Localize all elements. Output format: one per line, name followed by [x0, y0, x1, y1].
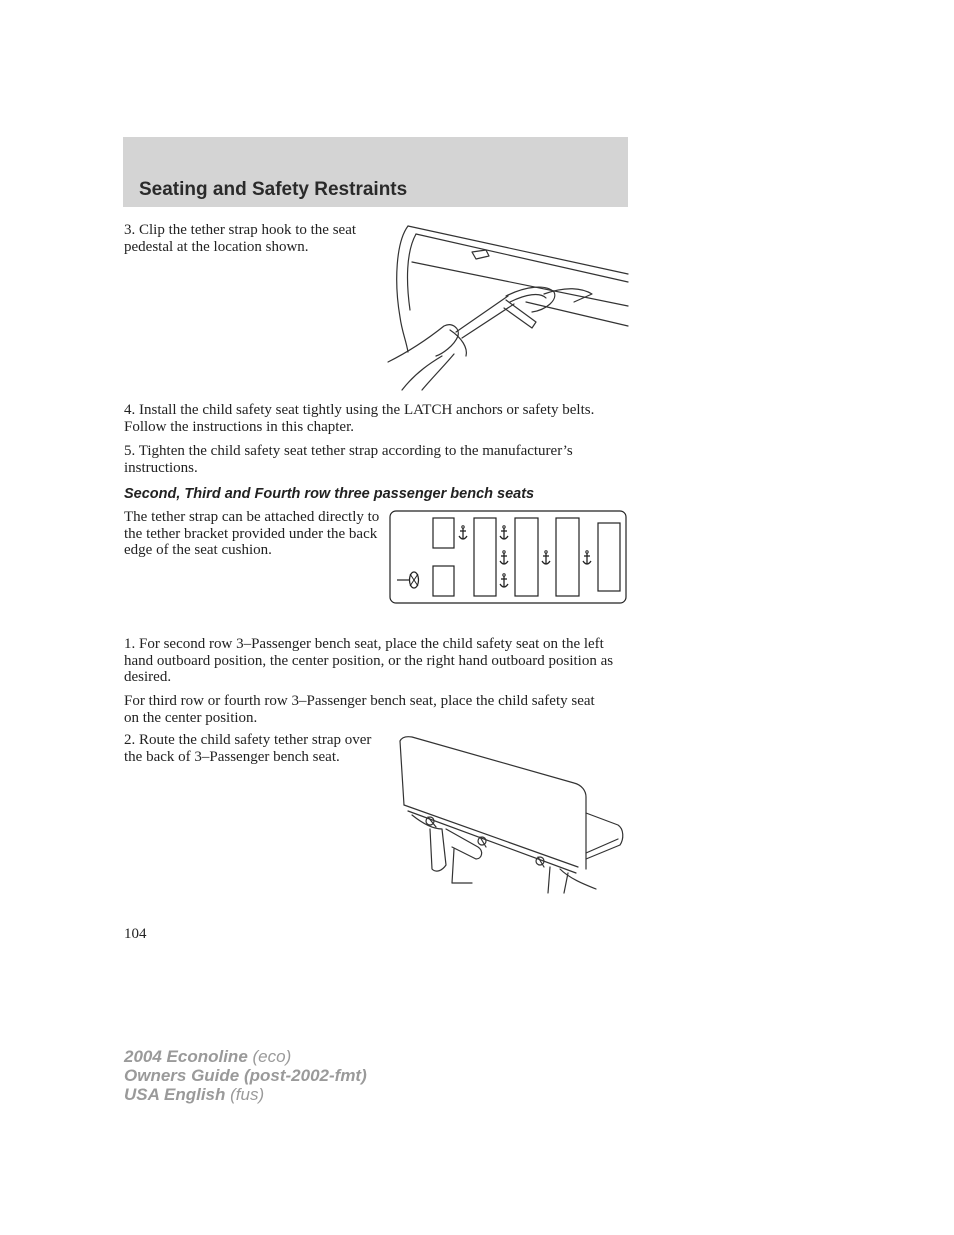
anchor-icon [459, 526, 467, 539]
steering-wheel-icon [397, 572, 419, 588]
subheading: Second, Third and Fourth row three passenger bench seats [124, 486, 535, 502]
vehicle-outline [390, 511, 626, 603]
footer-model-line [124, 1047, 367, 1066]
tether-hook-illustration [386, 222, 630, 392]
tether-note-text: The tether strap can be attached directly to the tether bracket provided under the back edge of the seat cushion. [124, 509, 380, 558]
anchor-icon [542, 551, 550, 564]
footer-model-code: (eco) [252, 1047, 292, 1066]
footer-guide-line: Owners Guide (post-2002-fmt) [124, 1066, 367, 1085]
footer-language: USA English [124, 1085, 226, 1104]
front-seat-left [433, 518, 454, 548]
footer-language-line [124, 1085, 367, 1104]
bench-seat-row-2 [474, 518, 496, 596]
bench-step-2-text: 2. Route the child safety tether strap over the back of 3–Passenger bench seat. [124, 732, 372, 765]
bench-step-1-text: 1. For second row 3–Passenger bench seat, place the child safety seat on the left hand outboard position, the center position, or the right hand outboard position as desired. [124, 636, 614, 685]
step-4-text: 4. Install the child safety seat tightly using the LATCH anchors or safety belts. Follow the instructions in this chapter. [124, 402, 595, 435]
step-5-text: 5. Tighten the child safety seat tether strap according to the manufacturer’s instructions. [124, 443, 573, 476]
anchor-icon [500, 551, 508, 564]
front-seat-left-lower [433, 566, 454, 596]
bench-seat-row-4 [556, 518, 579, 596]
anchor-icon [500, 526, 508, 539]
bench-seat-row-3 [515, 518, 538, 596]
anchor-icon [500, 574, 508, 587]
step-3-text: 3. Clip the tether strap hook to the seat pedestal at the location shown. [124, 222, 357, 255]
rear-seat [598, 523, 620, 591]
third-fourth-row-text: For third row or fourth row 3–Passenger bench seat, place the child safety seat on the center position. [124, 693, 595, 726]
page-number: 104 [124, 926, 147, 942]
seat-layout-diagram [389, 510, 627, 604]
bench-seat-illustration [392, 733, 628, 895]
document-footer [124, 1047, 367, 1104]
section-header-band [123, 137, 628, 207]
footer-model: 2004 Econoline [124, 1047, 248, 1066]
footer-language-code: (fus) [230, 1085, 265, 1104]
anchor-icon [583, 551, 591, 564]
section-title: Seating and Safety Restraints [139, 179, 408, 200]
